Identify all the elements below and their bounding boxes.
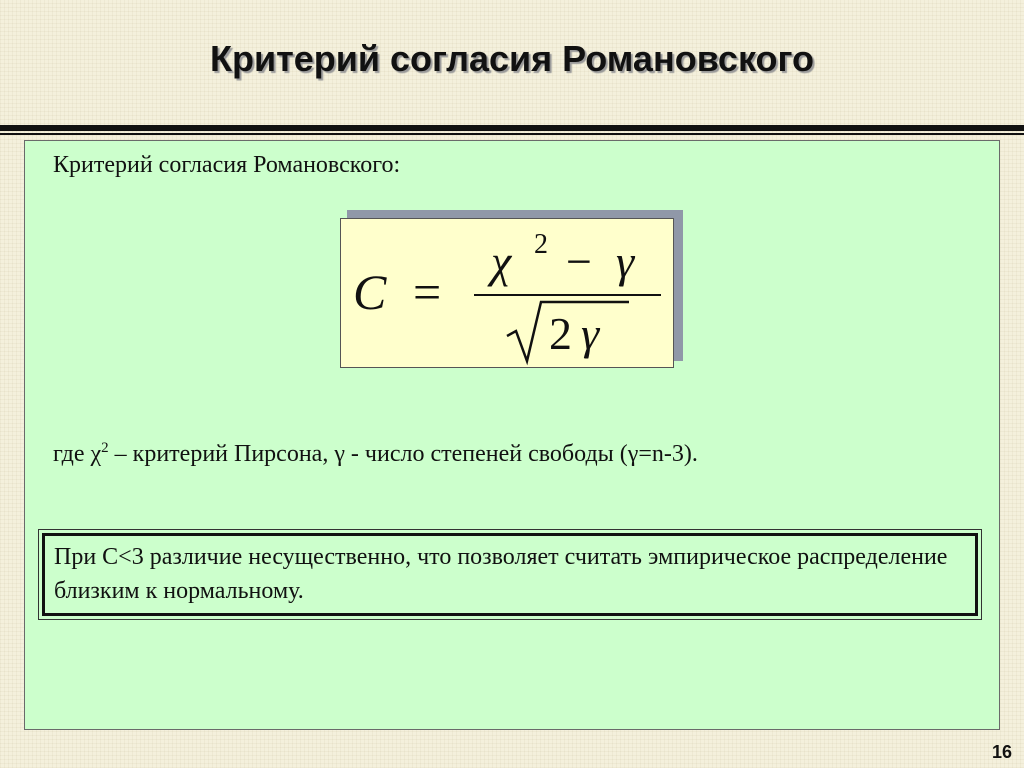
formula-lhs: C: [353, 264, 387, 320]
note-text: При C<3 различие несущественно, что позволяет считать эмпирическое распределение близким к нормальному.: [54, 544, 948, 604]
slide-title: Критерий согласия Романовского: [209, 38, 814, 79]
formula-gamma-denominator: γ: [581, 308, 600, 359]
title-divider-thick: [0, 125, 1024, 131]
explanation-prefix: где: [53, 441, 91, 467]
formula-gamma-numerator: γ: [616, 236, 635, 287]
explanation-rest: – критерий Пирсона, γ - число степеней свободы (γ=n-3).: [108, 441, 698, 467]
formula-two: 2: [549, 308, 572, 359]
formula-chi-exponent: 2: [534, 229, 548, 260]
formula-box: [340, 218, 674, 368]
title-divider-thin: [0, 133, 1024, 135]
explanation-chi: χ: [90, 441, 102, 467]
page-number: 16: [991, 742, 1012, 762]
formula-explanation: [53, 440, 698, 468]
explanation-chi-exponent: 2: [101, 440, 109, 456]
formula-chi: χ: [491, 236, 512, 287]
formula-minus: −: [566, 236, 592, 287]
intro-text: Критерий согласия Романовского:: [53, 152, 401, 178]
formula-equals: =: [413, 264, 442, 320]
formula-svg: [341, 219, 675, 369]
